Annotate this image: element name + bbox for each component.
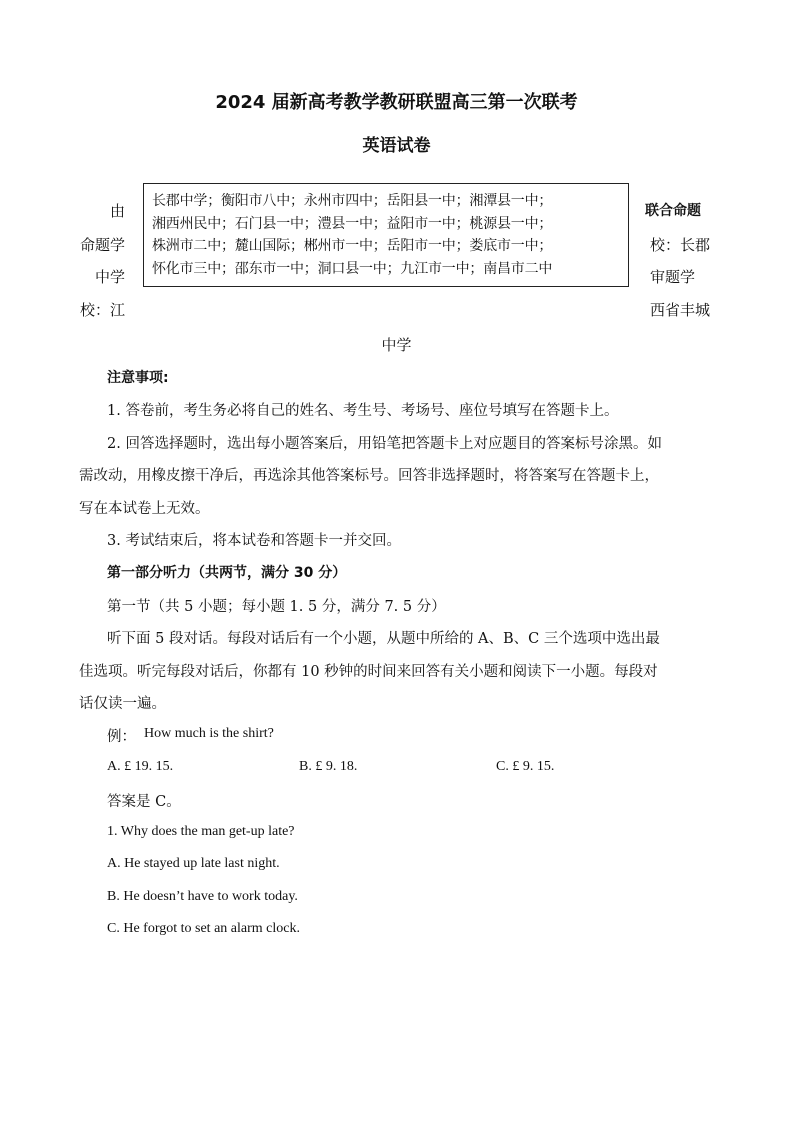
side-right-text-2: 校：长郡	[650, 236, 711, 254]
side-right-text-4: 西省丰城	[650, 301, 711, 319]
exam-subtitle: 英语试卷	[362, 136, 431, 156]
notice-item-3: 3. 考试结束后，将本试卷和答题卡一并交回。	[107, 533, 401, 549]
example-option-a: A. £ 19. 15.	[107, 759, 174, 774]
example-option-c: C. £ 9. 15.	[496, 759, 555, 774]
instructions-line-1: 听下面 5 段对话。每段对话后有一个小题，从题中所给的 A、B、C 三个选项中选出最	[107, 631, 660, 647]
example-question: How much is the shirt?	[144, 726, 274, 741]
question-1-option-c: C. He forgot to set an alarm clock.	[107, 921, 300, 936]
instructions-line-3: 话仅读一遍。	[79, 696, 166, 712]
question-1-option-b: B. He doesn’t have to work today.	[107, 889, 298, 904]
school-list-box	[143, 183, 629, 287]
side-right-text-3: 审题学	[650, 268, 696, 286]
side-right-text-1: 联合命题	[645, 203, 701, 219]
notice-item-2-line-2: 需改动，用橡皮擦干净后，再选涂其他答案标号。回答非选择题时，将答案写在答题卡上，	[79, 468, 659, 484]
school-line-2: 湘西州民中；石门县一中；澧县一中；益阳市一中；桃源县一中；	[152, 215, 553, 232]
notice-heading: 注意事项:	[107, 370, 169, 386]
side-left-text-2: 命题学	[79, 236, 125, 254]
exam-title: 2024 届新高考教学教研联盟高三第一次联考	[215, 92, 578, 113]
school-line-1: 长郡中学；衡阳市八中；永州市四中；岳阳县一中；湘潭县一中；	[152, 193, 553, 209]
instructions-line-2: 佳选项。听完每段对话后，你都有 10 秒钟的时间来回答有关小题和阅读下一小题。每段对	[79, 664, 658, 680]
part1-heading: 第一部分听力（共两节，满分 30 分）	[107, 565, 347, 581]
question-1: 1. Why does the man get-up late?	[107, 824, 295, 839]
notice-item-1: 1. 答卷前，考生务必将自己的姓名、考生号、考场号、座位号填写在答题卡上。	[107, 403, 619, 419]
side-left-text-1: 由	[109, 202, 125, 220]
example-label: 例：	[107, 729, 136, 745]
notice-item-2-line-3: 写在本试卷上无效。	[79, 501, 210, 517]
example-answer: 答案是 C。	[107, 794, 181, 810]
question-1-option-a: A. He stayed up late last night.	[107, 856, 280, 871]
section1-heading: 第一节（共 5 小题；每小题 1. 5 分，满分 7. 5 分）	[107, 599, 446, 615]
school-line-3: 株洲市二中；麓山国际；郴州市一中；岳阳市一中；娄底市一中；	[152, 238, 553, 254]
school-suffix: 中学	[381, 336, 412, 354]
notice-item-2-line-1: 2. 回答选择题时，选出每小题答案后，用铅笔把答题卡上对应题目的答案标号涂黑。如	[107, 436, 662, 452]
example-option-b: B. £ 9. 18.	[299, 759, 358, 774]
side-left-text-4: 校：江	[79, 301, 125, 319]
school-line-4: 怀化市三中；邵东市一中；洞口县一中；九江市一中；南昌市二中	[152, 260, 553, 277]
side-left-text-3: 中学	[94, 268, 125, 286]
